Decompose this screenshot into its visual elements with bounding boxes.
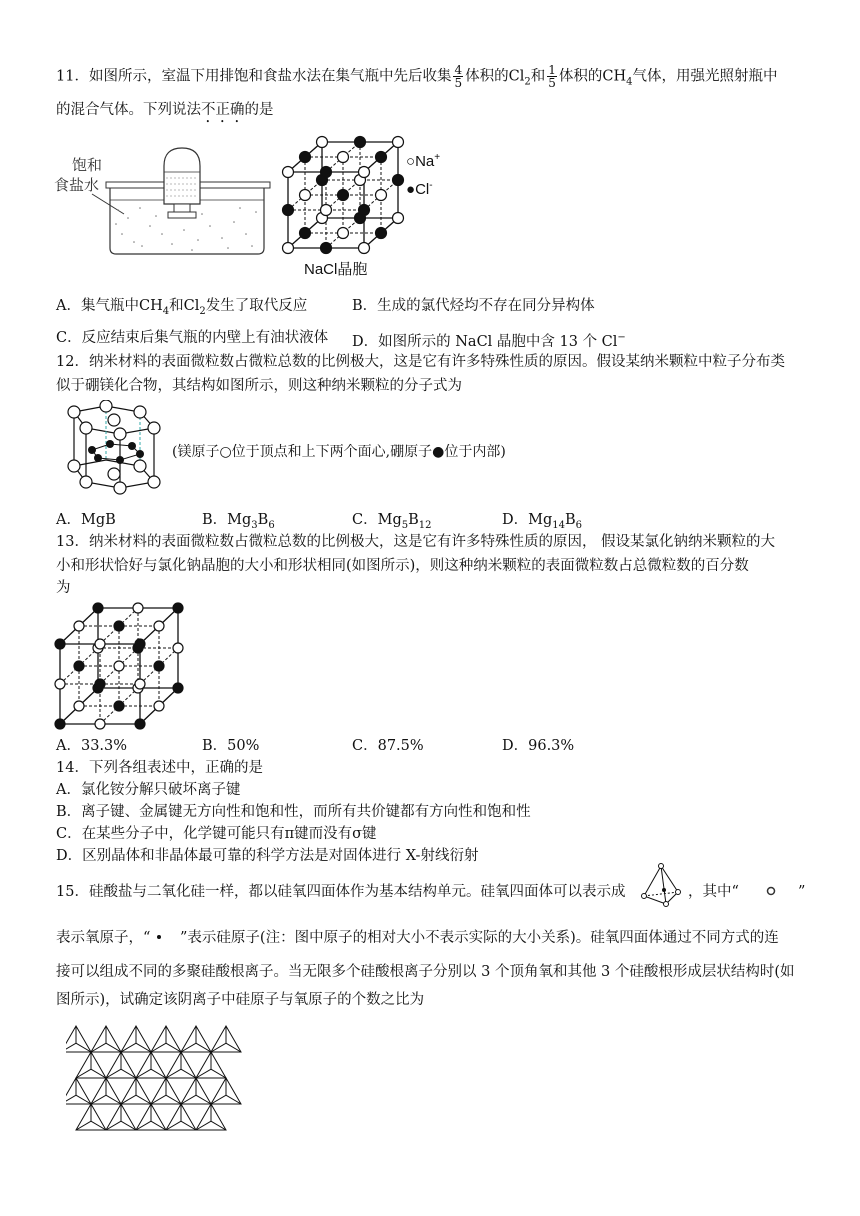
q11-option-d[interactable]: D．如图所示的 NaCl 晶胞中含 13 个 Cl−	[352, 332, 626, 350]
q13-option-b[interactable]: B．50%	[202, 738, 260, 754]
mgb-hexagonal-prism-figure	[54, 400, 174, 500]
q11-option-a[interactable]: A．集气瓶中$CH_4$和$Cl_2$发生了取代反应	[56, 298, 308, 317]
oxygen-atom-icon	[764, 884, 778, 898]
q15-stem-line3: 接可以组成不同的多聚硅酸根离子。当无限多个硅酸根离子分别以 3 个顶角氧和其他 3 个硅酸根形成层状结构时(如	[56, 964, 795, 980]
q12-option-a[interactable]: A．MgB	[56, 512, 116, 528]
gas-collection-apparatus-figure	[52, 138, 274, 262]
q11-option-c[interactable]: C．反应结束后集气瓶的内壁上有油状液体	[56, 330, 329, 346]
nacl-caption: NaCl晶胞	[304, 261, 368, 278]
q11-stem-line2: 的混合气体。下列说法不正确的是	[56, 102, 274, 118]
silicon-atom-icon	[154, 932, 164, 942]
q13-stem-line1: 13．纳米材料的表面微粒数占微粒总数的比例极大，这是它有许多特殊性质的原因， 假设某氯化钠纳米颗粒的大	[56, 534, 776, 550]
q15-stem-line1-close: ”	[798, 884, 806, 900]
tetrahedron-icon	[640, 862, 682, 908]
q13-option-a[interactable]: A．33.3%	[56, 738, 128, 754]
q12-stem-line2: 似于硼镁化合物，其结构如图所示，则这种纳米颗粒的分子式为	[56, 378, 462, 394]
q15-stem-line1-tail: ，其中“	[688, 884, 739, 900]
q14-option-d[interactable]: D．区别晶体和非晶体最可靠的科学方法是对固体进行 X-射线衍射	[56, 848, 479, 864]
fraction-4-5: $\frac{4}{5}$	[454, 63, 463, 90]
q14-option-c[interactable]: C．在某些分子中，化学键可能只有π键而没有σ键	[56, 826, 377, 842]
q14-stem: 14．下列各组表述中，正确的是	[56, 760, 263, 776]
q13-stem-line2: 小和形状恰好与氯化钠晶胞的大小和形状相同(如图所示)，则这种纳米颗粒的表面微粒数占总微粒数的百分数	[56, 558, 749, 574]
q13-option-d[interactable]: D．96.3%	[502, 738, 575, 754]
q15-stem-line4: 图所示)，试确定该阴离子中硅原子与氧原子的个数之比为	[56, 992, 425, 1008]
q11-option-b[interactable]: B．生成的氯代烃均不存在同分异构体	[352, 298, 595, 314]
q14-option-a[interactable]: A．氯化铵分解只破坏离子键	[56, 782, 241, 798]
legend-cl: ●Cl-	[406, 180, 433, 198]
label-brine: 食盐水	[54, 177, 100, 194]
nacl-unit-cell-figure-q11	[272, 128, 472, 280]
q12-figure-note: (镁原子○位于顶点和上下两个面心,硼原子●位于内部)	[172, 444, 506, 460]
q15-stem-line2-b: ”表示硅原子(注：图中原子的相对大小不表示实际的大小关系)。硅氧四面体通过不同方式的连	[180, 930, 779, 946]
q12-option-c[interactable]: C．$Mg_5B_{12}$	[352, 512, 432, 531]
q13-stem-line3: 为	[56, 580, 71, 596]
q12-option-b[interactable]: B．$Mg_3B_6$	[202, 512, 275, 531]
q14-option-b[interactable]: B．离子键、金属键无方向性和饱和性，而所有共价键都有方向性和饱和性	[56, 804, 531, 820]
q13-option-c[interactable]: C．87.5%	[352, 738, 424, 754]
q15-stem-line2-a: 表示氧原子，“	[56, 930, 151, 946]
nacl-unit-cell-figure-q13	[50, 598, 190, 732]
silicate-layer-structure-figure	[66, 1018, 242, 1140]
fraction-1-5: $\frac{1}{5}$	[548, 63, 556, 90]
q12-option-d[interactable]: D．$Mg_{14}B_6$	[502, 512, 583, 531]
legend-na: ○Na+	[406, 152, 441, 170]
q11-stem-line1: 11．如图所示，室温下用排饱和食盐水法在集气瓶中先后收集 $\frac{4}{5}$ 体积的$Cl_2$和 $\frac{1}{5}$ 体积的$CH_4$气体，用强光照射瓶中	[56, 63, 778, 90]
q15-stem-line1: 15．硅酸盐与二氧化硅一样，都以硅氧四面体作为基本结构单元。硅氧四面体可以表示成	[56, 884, 626, 900]
q12-stem-line1: 12．纳米材料的表面微粒数占微粒总数的比例极大，这是它有许多特殊性质的原因。假设某纳米颗粒中粒子分布类	[56, 354, 785, 370]
label-saturated: 饱和	[72, 157, 103, 174]
